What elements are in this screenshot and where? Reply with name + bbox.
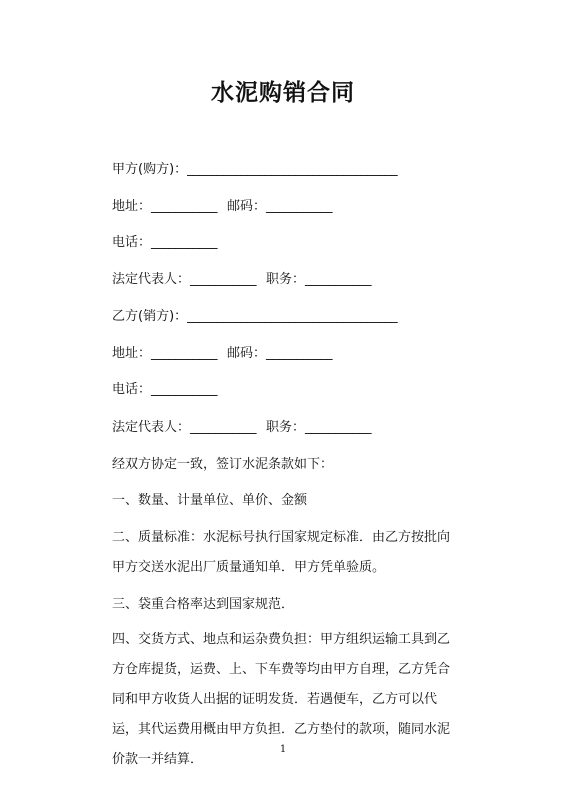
party-b-address-line xyxy=(112,344,332,364)
party-b-rep-label: 法定代表人： xyxy=(112,420,191,435)
party-a-blank: ___________________________________ xyxy=(187,162,398,177)
clause-1: 一、数量、计量单位、单价、金额 xyxy=(112,493,308,508)
party-a-name-line xyxy=(112,160,397,180)
party-b-address-blank: ___________ xyxy=(151,346,218,361)
party-a-label: 甲方(购方)： xyxy=(112,162,188,177)
clause-2: 二、质量标准：水泥标号执行国家规定标准．由乙方按批向甲方交送水泥出厂质量通知单．甲方凭单验质。 xyxy=(112,530,451,575)
party-b-blank: ___________________________________ xyxy=(187,309,398,324)
party-b-postcode-label: 邮码： xyxy=(227,346,267,361)
party-a-phone-blank: ___________ xyxy=(151,235,218,250)
party-a-postcode-label: 邮码： xyxy=(227,199,267,214)
party-a-title-label: 职务： xyxy=(266,272,306,287)
clause-3: 三、袋重合格率达到国家规范． xyxy=(112,597,295,612)
party-a-phone-label: 电话： xyxy=(112,235,152,250)
clause-4: 四、交货方式、地点和运杂费负担：甲方组织运输工具到乙方仓库提货，运费、上、下车费等均由甲方自理，乙方凭合同和甲方收货人出据的证明发货．若遇便车，乙方可以代运，其代运费用概由甲方负担．乙方垫付的款项，随同水泥价款一并结算． xyxy=(112,632,451,767)
party-b-label: 乙方(销方)： xyxy=(112,309,188,324)
party-b-postcode-blank: ___________ xyxy=(266,346,333,361)
party-a-title-blank: ___________ xyxy=(305,272,372,287)
party-a-phone-line xyxy=(112,233,217,253)
intro-text: 经双方协定一致，签订水泥条款如下： xyxy=(112,457,334,472)
party-b-title-blank: ___________ xyxy=(305,420,372,435)
party-b-rep-blank: ___________ xyxy=(190,420,257,435)
party-a-rep-line xyxy=(112,270,371,290)
party-a-postcode-blank: ___________ xyxy=(266,199,333,214)
party-b-title-label: 职务： xyxy=(266,420,306,435)
party-a-address-blank: ___________ xyxy=(151,199,218,214)
party-b-phone-blank: ___________ xyxy=(151,382,218,397)
party-b-rep-line xyxy=(112,418,371,438)
document-title: 水泥购销合同 xyxy=(211,80,355,106)
page-number: 1 xyxy=(279,744,287,755)
party-a-rep-blank: ___________ xyxy=(190,272,257,287)
party-b-address-label: 地址： xyxy=(112,346,152,361)
party-b-name-line xyxy=(112,307,397,327)
party-b-phone-line xyxy=(112,380,217,400)
party-a-address-label: 地址： xyxy=(112,199,152,214)
party-a-rep-label: 法定代表人： xyxy=(112,272,191,287)
party-b-phone-label: 电话： xyxy=(112,382,152,397)
party-a-address-line xyxy=(112,197,332,217)
